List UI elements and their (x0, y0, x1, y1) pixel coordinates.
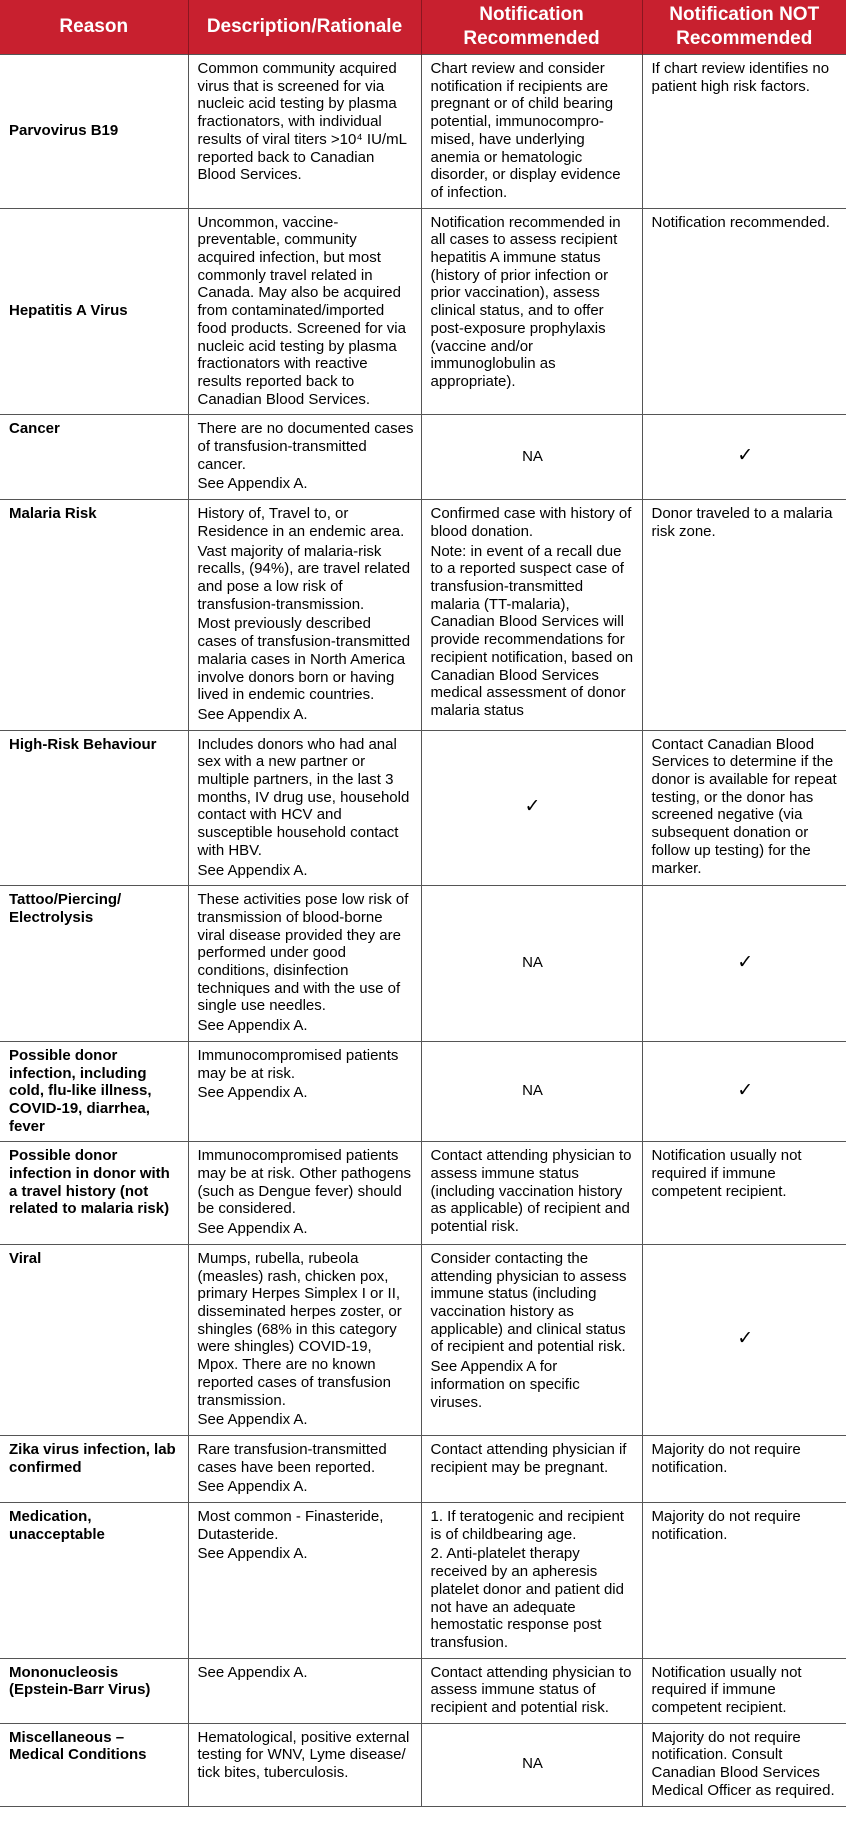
cell-paragraph: See Appendix A. (197, 705, 308, 723)
table-row (0, 415, 846, 500)
not-recommended-cell (642, 1723, 846, 1806)
cell-paragraph: See Appendix A. (197, 1411, 308, 1429)
reason-cell: Possible donor infection, including cold, flu-like illness, COVID-19, diarrhea, fever (0, 1041, 188, 1142)
recommended-cell (421, 500, 642, 730)
recommended-cell (421, 208, 642, 415)
cell-paragraph: Mumps, rubella, rubeola (measles) rash, chicken pox, primary Herpes Simplex I or II, disseminated herpes zoster, or shingles (68% in this category were shingles) COVID-19, Mpox. There are no known reported cases of transfusion transmission. (197, 1249, 402, 1409)
checkmark-icon: ✓ (737, 1079, 754, 1101)
not-recommended-cell (642, 1435, 846, 1502)
reason-cell: Parvovirus B19 (0, 55, 188, 209)
reason-cell: High-Risk Behaviour (0, 730, 188, 886)
table-row (0, 1503, 846, 1659)
table-row (0, 886, 846, 1042)
cell-paragraph: Notification usually not required if immune competent recipient. (651, 1663, 802, 1717)
not-recommended-cell (642, 1503, 846, 1659)
recommended-cell (421, 1658, 642, 1723)
cell-paragraph: Note: in event of a recall due to a reported suspect case of transfusion-transmitted malaria (TT-malaria), Canadian Blood Services will provide recommendations for recipient notification, based on Canadian Blood Services medical assessment of donor malaria status (430, 542, 634, 719)
not-recommended-cell (642, 1244, 846, 1435)
recommended-cell (421, 730, 642, 886)
not-recommended-cell (642, 1142, 846, 1245)
recommended-cell (421, 1244, 642, 1435)
header-recommended: Notification Recommended (421, 0, 642, 55)
cell-paragraph: Majority do not require notification. Consult Canadian Blood Services Medical Officer as required. (651, 1728, 835, 1799)
not-recommended-cell (642, 500, 846, 730)
cell-paragraph: See Appendix A. (197, 1545, 308, 1563)
description-cell (188, 1723, 421, 1806)
reason-cell: Cancer (0, 415, 188, 500)
table-row (0, 1658, 846, 1723)
not-recommended-cell (642, 886, 846, 1042)
header-reason: Reason (0, 0, 188, 55)
cell-paragraph: History of, Travel to, or Residence in an endemic area. (197, 505, 405, 540)
cell-paragraph: Vast majority of malaria-risk recalls, (94%), are travel related and pose a low risk of transfusion-transmission. (197, 542, 411, 613)
cell-paragraph: See Appendix A. (197, 475, 308, 493)
table-row (0, 500, 846, 730)
table-row (0, 1435, 846, 1502)
cell-paragraph: Most common - Finasteride, Dutasteride. (197, 1508, 384, 1543)
reason-cell: Possible donor infection in donor with a travel history (not related to malaria risk) (0, 1142, 188, 1245)
description-cell (188, 500, 421, 730)
na-text: NA (522, 1755, 543, 1773)
reason-cell: Miscellaneous – Medical Conditions (0, 1723, 188, 1806)
reason-cell: Zika virus infection, lab confirmed (0, 1435, 188, 1502)
cell-paragraph: Notification recommended in all cases to assess recipient hepatitis A immune status (history of prior infection or prior vaccination), assess clinical status, and to offer post-exposure prophylaxis (vaccine and/or immunoglobulin as appropriate). (430, 213, 621, 390)
cell-paragraph: Immunocompromised patients may be at risk. Other pathogens (such as Dengue fever) should be considered. (197, 1147, 411, 1218)
description-cell (188, 1142, 421, 1245)
not-recommended-cell (642, 1041, 846, 1142)
table-row (0, 1244, 846, 1435)
cell-paragraph: Confirmed case with history of blood donation. (430, 505, 632, 540)
checkmark-icon: ✓ (737, 951, 754, 973)
cell-paragraph: See Appendix A. (197, 1220, 308, 1238)
table-row (0, 1041, 846, 1142)
cell-paragraph: Notification recommended. (651, 213, 830, 231)
description-cell (188, 1503, 421, 1659)
not-recommended-cell (642, 730, 846, 886)
cell-paragraph: See Appendix A. (197, 1084, 308, 1102)
checkmark-icon: ✓ (524, 796, 541, 818)
cell-paragraph: Donor traveled to a malaria risk zone. (651, 505, 833, 540)
header-not-recommended: Notification NOT Recommended (642, 0, 846, 55)
cell-paragraph: Hematological, positive external testing for WNV, Lyme disease/ tick bites, tuberculosis. (197, 1728, 410, 1782)
recommended-cell (421, 1723, 642, 1806)
description-cell (188, 730, 421, 886)
cell-paragraph: 1. If teratogenic and recipient is of childbearing age. (430, 1508, 624, 1543)
cell-paragraph: Uncommon, vaccine-preventable, community acquired infection, but most commonly travel related in Canada. May also be acquired from contaminated/imported food products. Screened for via nucleic acid testing by plasma fractionators with reactive results reported back to Canadian Blood Services. (197, 213, 406, 408)
not-recommended-cell (642, 1658, 846, 1723)
table-row (0, 1723, 846, 1806)
description-cell (188, 415, 421, 500)
cell-paragraph: Contact attending physician to assess immune status of recipient and potential risk. (430, 1663, 632, 1717)
description-cell (188, 1041, 421, 1142)
cell-paragraph: Includes donors who had anal sex with a new partner or multiple partners, in the last 3 months, IV drug use, household contact with HCV and susceptible household contact with HBV. (197, 735, 410, 859)
header-row (0, 0, 846, 55)
recommended-cell (421, 1142, 642, 1245)
cell-paragraph: Chart review and consider notification if recipients are pregnant or of child bearing potential, immunocompro-mised, have underlying anemia or hematologic disorder, or display evidence of infection. (430, 60, 621, 201)
description-cell (188, 886, 421, 1042)
cell-paragraph: Contact attending physician to assess immune status (including vaccination history as applicable) of recipient and potential risk. (430, 1147, 632, 1236)
description-cell (188, 1244, 421, 1435)
description-cell (188, 1658, 421, 1723)
cell-paragraph: There are no documented cases of transfusion-transmitted cancer. (197, 420, 414, 473)
reason-cell: Viral (0, 1244, 188, 1435)
description-cell (188, 55, 421, 209)
table-row (0, 208, 846, 415)
recommended-cell (421, 415, 642, 500)
cell-paragraph: See Appendix A. (197, 1017, 308, 1035)
reason-cell: Tattoo/Piercing/ Electrolysis (0, 886, 188, 1042)
reason-cell: Medication, unacceptable (0, 1503, 188, 1659)
cell-paragraph: These activities pose low risk of transmission of blood-borne viral disease provided they are performed under good conditions, disinfection techniques and with the use of single use needles. (197, 891, 409, 1015)
description-cell (188, 1435, 421, 1502)
description-cell (188, 208, 421, 415)
na-text: NA (522, 447, 543, 465)
cell-paragraph: Rare transfusion-transmitted cases have been reported. (197, 1440, 387, 1476)
na-text: NA (522, 954, 543, 972)
reason-cell: Hepatitis A Virus (0, 208, 188, 415)
recommended-cell (421, 886, 642, 1042)
header-description: Description/Rationale (188, 0, 421, 55)
not-recommended-cell (642, 208, 846, 415)
cell-paragraph: See Appendix A for information on specific viruses. (430, 1358, 580, 1411)
table-row (0, 55, 846, 209)
cell-paragraph: See Appendix A. (197, 1663, 308, 1681)
reason-cell: Mononucleosis (Epstein-Barr Virus) (0, 1658, 188, 1723)
cell-paragraph: Majority do not require notification. (651, 1440, 801, 1476)
checkmark-icon: ✓ (737, 1328, 754, 1350)
not-recommended-cell (642, 55, 846, 209)
table-row (0, 1142, 846, 1245)
cell-paragraph: Most previously described cases of transfusion-transmitted malaria cases in North America involve donors born or having lived in endemic countries. (197, 615, 411, 704)
recommended-cell (421, 1503, 642, 1659)
cell-paragraph: Majority do not require notification. (651, 1508, 801, 1543)
table-row (0, 730, 846, 886)
cell-paragraph: See Appendix A. (197, 1478, 308, 1496)
cell-paragraph: See Appendix A. (197, 861, 308, 879)
cell-paragraph: Contact attending physician if recipient may be pregnant. (430, 1440, 627, 1476)
cell-paragraph: Notification usually not required if immune competent recipient. (651, 1147, 802, 1200)
recommended-cell (421, 1041, 642, 1142)
cell-paragraph: Common community acquired virus that is screened for via nucleic acid testing by plasma fractionators, with individual results of viral titers >10⁴ IU/mL reported back to Canadian Blood Services. (197, 60, 407, 184)
checkmark-icon: ✓ (737, 445, 754, 467)
cell-paragraph: 2. Anti-platelet therapy received by an apheresis platelet donor and patient did not have an adequate hemostatic response post transfusion. (430, 1545, 624, 1651)
cell-paragraph: If chart review identifies no patient high risk factors. (651, 60, 830, 95)
cell-paragraph: Contact Canadian Blood Services to determine if the donor is available for repeat testing, or the donor has screened negative (via subsequent donation or follow up testing) for the marker. (651, 735, 837, 877)
na-text: NA (522, 1082, 543, 1100)
cell-paragraph: Immunocompromised patients may be at risk. (197, 1046, 399, 1082)
not-recommended-cell (642, 415, 846, 500)
recommended-cell (421, 1435, 642, 1502)
recommended-cell (421, 55, 642, 209)
cell-paragraph: Consider contacting the attending physician to assess immune status (including vaccination history as applicable) and clinical status of recipient and potential risk. (430, 1249, 627, 1356)
reason-cell: Malaria Risk (0, 500, 188, 730)
